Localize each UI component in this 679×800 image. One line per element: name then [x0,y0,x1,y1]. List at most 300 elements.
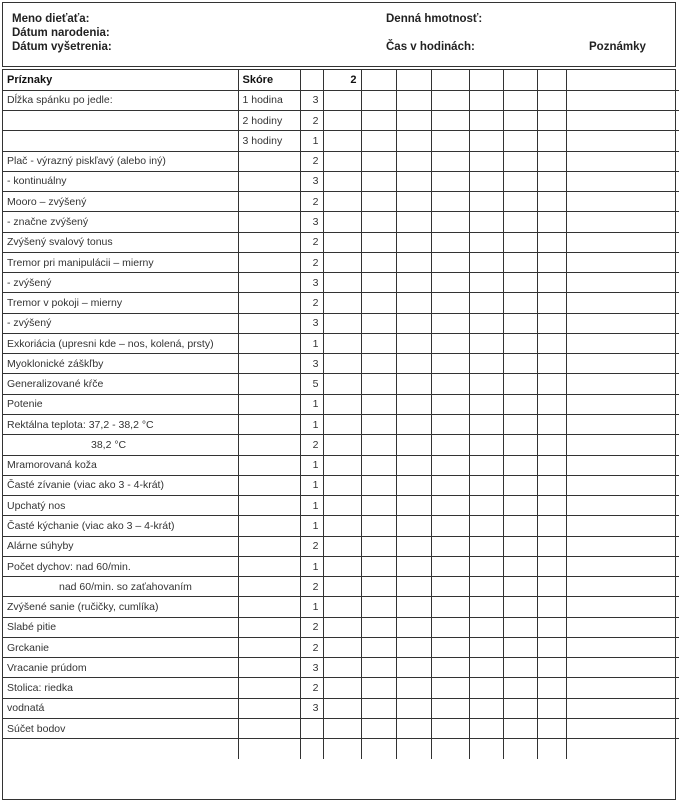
time-cell[interactable] [323,151,361,171]
notes-cell[interactable] [566,435,679,455]
time-cell[interactable] [537,313,566,333]
time-cell[interactable] [469,151,503,171]
time-cell[interactable] [469,415,503,435]
time-cell[interactable] [323,719,361,739]
time-cell[interactable] [537,516,566,536]
time-cell[interactable] [431,536,469,556]
detail-cell [238,739,300,759]
time-cell[interactable] [431,70,469,90]
time-cell[interactable] [396,577,431,597]
time-cell[interactable] [361,70,396,90]
notes-cell[interactable] [566,394,679,414]
time-cell[interactable] [323,273,361,293]
time-cell[interactable] [537,374,566,394]
time-cell[interactable] [396,131,431,151]
time-cell[interactable] [361,455,396,475]
notes-cell[interactable] [566,273,679,293]
time-cell[interactable] [503,171,537,191]
time-cell[interactable] [361,698,396,718]
notes-cell[interactable] [566,617,679,637]
detail-cell [238,435,300,455]
time-cell[interactable] [469,313,503,333]
time-cell[interactable] [361,435,396,455]
time-cell[interactable] [323,597,361,617]
notes-cell[interactable] [566,536,679,556]
time-cell[interactable] [323,192,361,212]
time-cell[interactable] [396,415,431,435]
time-cell[interactable] [361,516,396,536]
time-cell[interactable] [396,252,431,272]
time-cell[interactable] [537,354,566,374]
score-cell: 2 [300,151,323,171]
time-cell[interactable] [431,252,469,272]
time-cell[interactable] [431,739,469,759]
time-cell[interactable] [469,739,503,759]
time-cell[interactable] [396,70,431,90]
time-cell[interactable] [503,293,537,313]
time-cell[interactable] [537,435,566,455]
time-cell[interactable] [431,374,469,394]
table-row [3,536,679,556]
time-cell[interactable] [431,293,469,313]
time-cell[interactable] [361,252,396,272]
notes-cell[interactable] [566,597,679,617]
time-cell[interactable] [431,719,469,739]
time-cell[interactable] [396,597,431,617]
time-cell[interactable] [503,415,537,435]
time-cell[interactable] [469,90,503,110]
time-cell[interactable] [503,252,537,272]
notes-cell[interactable] [566,516,679,536]
time-cell[interactable] [537,171,566,191]
time-cell[interactable] [469,577,503,597]
time-cell[interactable] [431,151,469,171]
time-cell[interactable] [396,637,431,657]
time-cell[interactable] [503,151,537,171]
time-cell[interactable] [431,111,469,131]
time-cell[interactable] [503,394,537,414]
time-cell[interactable] [361,637,396,657]
time-cell[interactable] [323,536,361,556]
time-cell[interactable] [469,394,503,414]
time-cell[interactable] [396,658,431,678]
time-cell[interactable] [431,597,469,617]
detail-cell [238,252,300,272]
time-cell[interactable] [396,313,431,333]
time-cell[interactable] [396,455,431,475]
time-cell[interactable] [431,617,469,637]
symptom-cell: - zvýšený [3,273,238,293]
notes-cell[interactable] [566,455,679,475]
time-cell[interactable] [431,435,469,455]
symptom-cell: Generalizované kŕče [3,374,238,394]
time-cell[interactable] [396,617,431,637]
time-cell[interactable] [503,70,537,90]
time-cell[interactable] [503,455,537,475]
time-cell[interactable] [361,536,396,556]
time-cell[interactable] [361,333,396,353]
time-cell[interactable] [396,354,431,374]
time-cell[interactable] [396,293,431,313]
time-cell[interactable] [361,171,396,191]
time-cell[interactable] [361,617,396,637]
time-cell[interactable] [469,232,503,252]
time-cell[interactable] [469,678,503,698]
time-cell[interactable] [503,475,537,495]
score-cell: 3 [300,658,323,678]
time-cell[interactable] [361,556,396,576]
time-cell[interactable] [323,455,361,475]
time-cell[interactable] [469,70,503,90]
time-cell[interactable] [396,151,431,171]
time-cell[interactable] [361,374,396,394]
time-cell[interactable] [431,131,469,151]
notes-cell[interactable] [566,293,679,313]
time-cell[interactable] [396,475,431,495]
time-column-header: 2 [323,70,361,90]
time-cell[interactable] [323,232,361,252]
score-cell: 3 [300,212,323,232]
time-cell[interactable] [537,111,566,131]
time-cell[interactable] [503,192,537,212]
time-cell[interactable] [431,637,469,657]
time-cell[interactable] [323,698,361,718]
time-cell[interactable] [537,597,566,617]
notes-cell[interactable] [566,637,679,657]
time-cell[interactable] [503,698,537,718]
time-cell[interactable] [469,455,503,475]
time-cell[interactable] [361,394,396,414]
notes-cell[interactable] [566,739,679,759]
table-row [3,556,679,576]
time-cell[interactable] [469,719,503,739]
time-cell[interactable] [323,111,361,131]
notes-cell[interactable] [566,354,679,374]
time-cell[interactable] [396,739,431,759]
time-cell[interactable] [537,556,566,576]
time-cell[interactable] [431,273,469,293]
time-cell[interactable] [537,192,566,212]
time-cell[interactable] [323,678,361,698]
time-cell[interactable] [361,90,396,110]
notes-cell[interactable] [566,556,679,576]
time-cell[interactable] [503,617,537,637]
notes-cell[interactable] [566,111,679,131]
score-cell: 2 [300,232,323,252]
notes-cell[interactable] [566,232,679,252]
time-cell[interactable] [361,293,396,313]
time-cell[interactable] [537,415,566,435]
time-cell[interactable] [503,131,537,151]
time-cell[interactable] [361,658,396,678]
time-cell[interactable] [431,556,469,576]
score-cell: 1 [300,496,323,516]
time-cell[interactable] [431,171,469,191]
time-cell[interactable] [361,192,396,212]
score-cell: 5 [300,374,323,394]
time-cell[interactable] [323,212,361,232]
time-cell[interactable] [396,435,431,455]
time-cell[interactable] [537,496,566,516]
notes-cell[interactable] [566,70,679,90]
detail-cell [238,658,300,678]
time-cell[interactable] [396,556,431,576]
time-cell[interactable] [537,698,566,718]
time-cell[interactable] [361,415,396,435]
notes-cell[interactable] [566,252,679,272]
time-cell[interactable] [323,333,361,353]
time-cell[interactable] [323,516,361,536]
time-cell[interactable] [503,273,537,293]
time-cell[interactable] [469,293,503,313]
time-cell[interactable] [361,719,396,739]
time-cell[interactable] [469,617,503,637]
time-cell[interactable] [361,475,396,495]
time-cell[interactable] [361,496,396,516]
time-cell[interactable] [503,577,537,597]
time-cell[interactable] [503,333,537,353]
time-cell[interactable] [503,739,537,759]
time-cell[interactable] [323,577,361,597]
time-cell[interactable] [503,719,537,739]
time-cell[interactable] [396,374,431,394]
time-cell[interactable] [469,658,503,678]
time-cell[interactable] [323,435,361,455]
time-cell[interactable] [396,496,431,516]
symptom-cell: 38,2 °C [3,435,238,455]
time-cell[interactable] [323,374,361,394]
detail-cell [238,333,300,353]
time-cell[interactable] [469,496,503,516]
time-cell[interactable] [361,597,396,617]
notes-cell[interactable] [566,171,679,191]
time-cell[interactable] [469,637,503,657]
time-cell[interactable] [431,354,469,374]
notes-cell[interactable] [566,333,679,353]
time-cell[interactable] [361,151,396,171]
time-cell[interactable] [537,678,566,698]
time-cell[interactable] [537,273,566,293]
time-cell[interactable] [469,698,503,718]
time-cell[interactable] [537,70,566,90]
time-cell[interactable] [503,637,537,657]
time-cell[interactable] [431,496,469,516]
time-cell[interactable] [503,658,537,678]
time-cell[interactable] [469,556,503,576]
time-cell[interactable] [503,496,537,516]
notes-cell[interactable] [566,374,679,394]
time-cell[interactable] [469,333,503,353]
time-cell[interactable] [323,617,361,637]
table-row [3,475,679,495]
time-cell[interactable] [537,90,566,110]
time-cell[interactable] [503,597,537,617]
time-cell[interactable] [469,171,503,191]
time-cell[interactable] [361,577,396,597]
time-cell[interactable] [503,313,537,333]
time-cell[interactable] [469,475,503,495]
time-cell[interactable] [396,536,431,556]
time-cell[interactable] [537,637,566,657]
time-cell[interactable] [361,354,396,374]
time-cell[interactable] [323,637,361,657]
time-cell[interactable] [537,252,566,272]
time-cell[interactable] [503,90,537,110]
daily-weight-label: Denná hmotnosť: [386,13,483,25]
time-cell[interactable] [323,556,361,576]
time-cell[interactable] [503,536,537,556]
time-cell[interactable] [323,658,361,678]
time-cell[interactable] [323,313,361,333]
time-cell[interactable] [361,212,396,232]
time-cell[interactable] [431,577,469,597]
time-cell[interactable] [323,394,361,414]
time-cell[interactable] [537,232,566,252]
time-cell[interactable] [469,212,503,232]
time-cell[interactable] [431,212,469,232]
time-cell[interactable] [503,374,537,394]
table-row [3,415,679,435]
symptom-cell: Myoklonické záškľby [3,354,238,374]
time-cell[interactable] [431,192,469,212]
time-cell[interactable] [361,131,396,151]
time-cell[interactable] [431,415,469,435]
time-cell[interactable] [503,435,537,455]
time-cell[interactable] [431,394,469,414]
table-row [3,637,679,657]
notes-cell[interactable] [566,313,679,333]
time-cell[interactable] [431,698,469,718]
time-cell[interactable] [323,252,361,272]
time-cell[interactable] [469,597,503,617]
time-cell[interactable] [537,617,566,637]
time-cell[interactable] [431,455,469,475]
time-cell[interactable] [537,577,566,597]
time-cell[interactable] [469,516,503,536]
time-cell[interactable] [469,192,503,212]
time-cell[interactable] [431,678,469,698]
time-cell[interactable] [361,739,396,759]
time-cell[interactable] [396,232,431,252]
time-cell[interactable] [503,212,537,232]
time-cell[interactable] [537,151,566,171]
detail-cell [238,394,300,414]
notes-cell[interactable] [566,131,679,151]
notes-cell[interactable] [566,212,679,232]
notes-cell[interactable] [566,719,679,739]
notes-cell[interactable] [566,151,679,171]
time-cell[interactable] [361,111,396,131]
time-cell[interactable] [469,273,503,293]
time-cell[interactable] [323,293,361,313]
time-cell[interactable] [469,536,503,556]
time-cell[interactable] [537,739,566,759]
notes-cell[interactable] [566,192,679,212]
time-cell[interactable] [469,131,503,151]
symptom-cell: Rektálna teplota: 37,2 - 38,2 °C [3,415,238,435]
time-cell[interactable] [469,252,503,272]
table-row [3,496,679,516]
time-cell[interactable] [323,354,361,374]
time-cell[interactable] [396,394,431,414]
score-cell: 3 [300,273,323,293]
time-cell[interactable] [537,333,566,353]
notes-cell[interactable] [566,496,679,516]
time-cell[interactable] [469,354,503,374]
notes-cell[interactable] [566,658,679,678]
time-cell[interactable] [431,516,469,536]
time-cell[interactable] [469,435,503,455]
time-cell[interactable] [396,192,431,212]
time-cell[interactable] [431,333,469,353]
notes-cell[interactable] [566,475,679,495]
time-cell[interactable] [537,475,566,495]
time-cell[interactable] [469,111,503,131]
time-cell[interactable] [323,739,361,759]
time-cell[interactable] [431,90,469,110]
time-cell[interactable] [396,698,431,718]
time-cell[interactable] [396,678,431,698]
time-cell[interactable] [361,232,396,252]
time-cell[interactable] [431,232,469,252]
time-cell[interactable] [323,415,361,435]
notes-cell[interactable] [566,678,679,698]
time-cell[interactable] [323,171,361,191]
time-cell[interactable] [431,313,469,333]
notes-cell[interactable] [566,90,679,110]
time-cell[interactable] [396,719,431,739]
time-cell[interactable] [537,394,566,414]
time-cell[interactable] [323,475,361,495]
time-cell[interactable] [537,536,566,556]
time-cell[interactable] [396,212,431,232]
time-cell[interactable] [537,212,566,232]
notes-cell[interactable] [566,698,679,718]
time-cell[interactable] [396,273,431,293]
time-cell[interactable] [537,293,566,313]
time-cell[interactable] [537,455,566,475]
time-cell[interactable] [503,111,537,131]
notes-cell[interactable] [566,415,679,435]
time-cell[interactable] [396,111,431,131]
time-cell[interactable] [431,658,469,678]
detail-cell [238,617,300,637]
time-cell[interactable] [537,131,566,151]
time-cell[interactable] [396,333,431,353]
detail-cell [238,273,300,293]
time-cell[interactable] [503,516,537,536]
time-cell[interactable] [537,658,566,678]
time-cell[interactable] [469,374,503,394]
time-cell[interactable] [431,475,469,495]
time-cell[interactable] [396,90,431,110]
time-cell[interactable] [396,516,431,536]
time-cell[interactable] [503,678,537,698]
time-cell[interactable] [361,273,396,293]
time-cell[interactable] [396,171,431,191]
time-cell[interactable] [537,719,566,739]
time-cell[interactable] [503,232,537,252]
time-cell[interactable] [323,496,361,516]
time-cell[interactable] [361,678,396,698]
time-cell[interactable] [323,90,361,110]
time-cell[interactable] [361,313,396,333]
time-cell[interactable] [503,556,537,576]
time-cell[interactable] [323,131,361,151]
symptom-cell: - zvýšený [3,313,238,333]
notes-cell[interactable] [566,577,679,597]
time-cell[interactable] [503,354,537,374]
